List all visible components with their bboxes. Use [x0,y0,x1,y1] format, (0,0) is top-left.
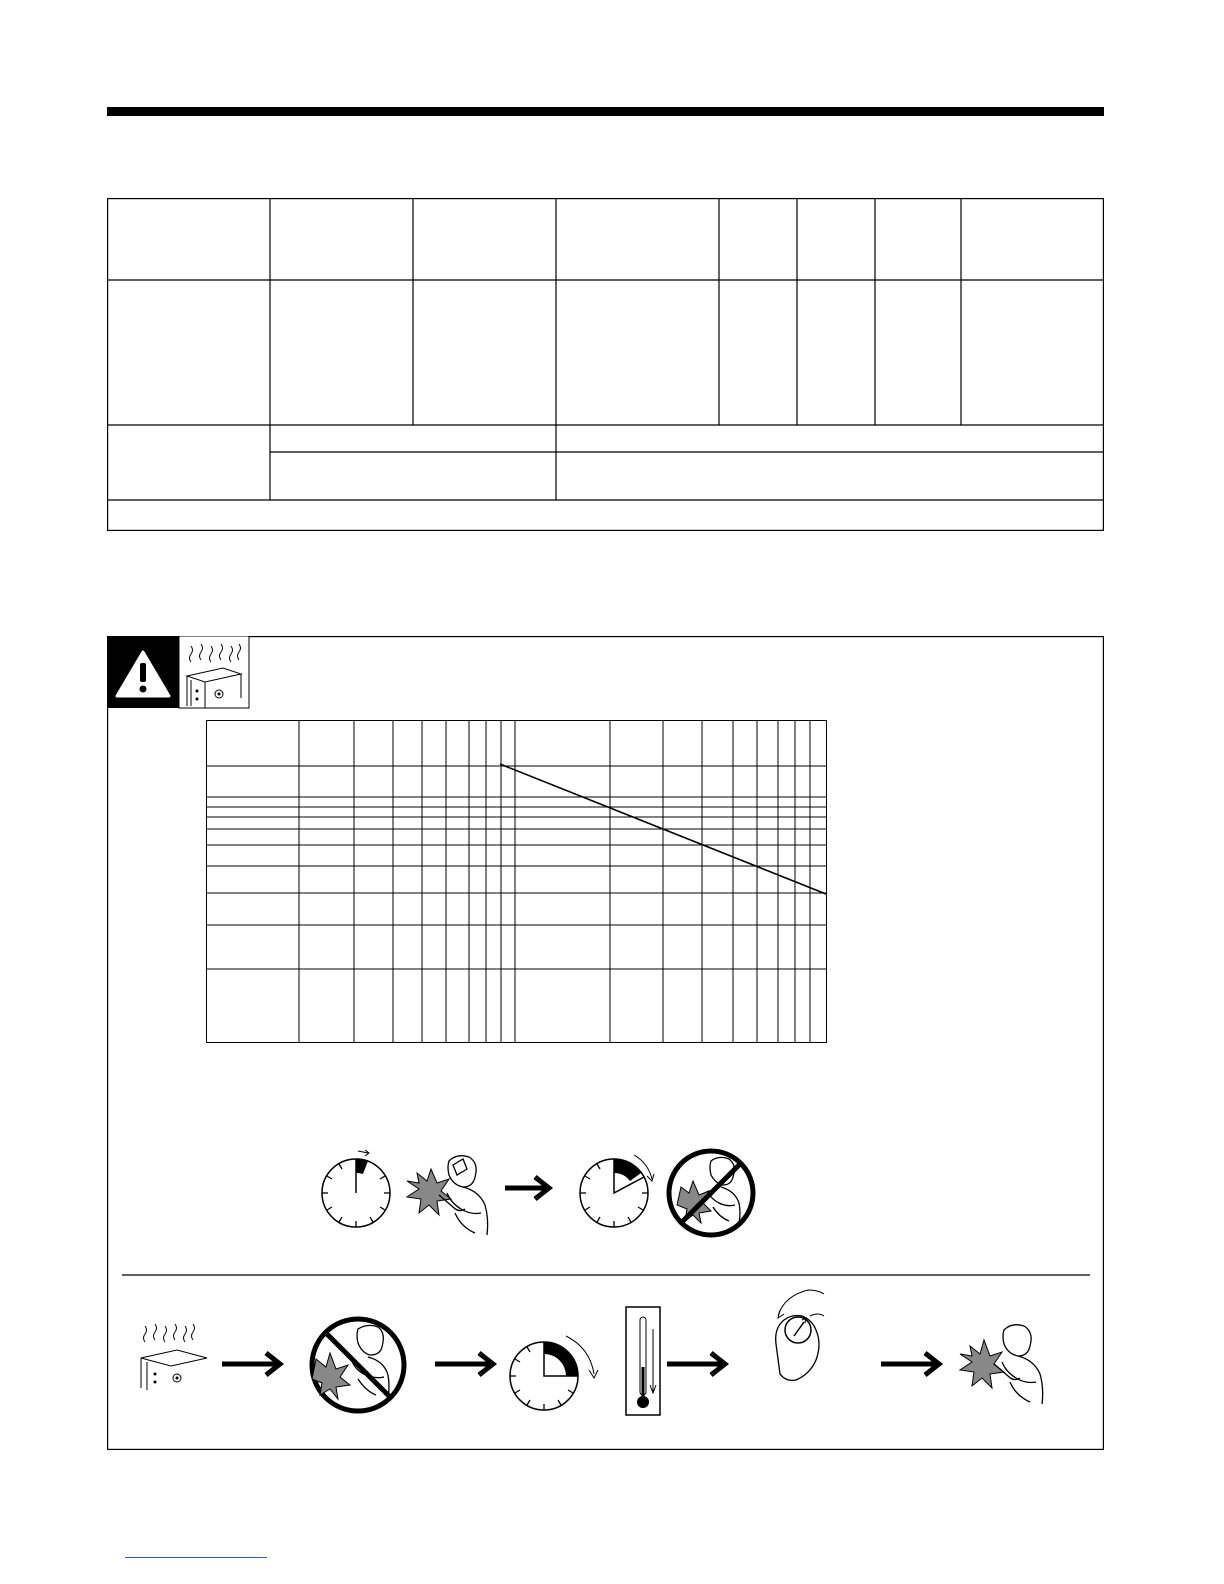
thermometer-cooling-icon [626,1307,660,1415]
welder-welding-icon [407,1156,488,1235]
timer-rest-icon [580,1155,654,1227]
welder-resume-icon [960,1325,1043,1404]
overheating-unit-icon [141,1324,207,1390]
warning-triangle-icon [107,636,179,708]
header-rule [107,107,1104,116]
arrow-right-icon [222,1353,280,1375]
arrow-right-icon [667,1353,725,1375]
arrow-right-icon [505,1177,549,1199]
knob-reduce-icon [776,1290,824,1380]
specification-table [107,198,1104,531]
timer-start-icon [322,1150,390,1227]
no-welding-icon [312,1319,404,1411]
arrow-right-icon [881,1353,939,1375]
footer-link-underline[interactable] [125,1557,267,1558]
no-welding-icon [669,1151,753,1235]
overheating-unit-icon [179,636,249,708]
duty-cycle-warning-panel [107,636,1104,1450]
overheat-sequence [141,1290,1043,1415]
arrow-right-icon [435,1353,493,1375]
timer-wait-icon [510,1336,598,1410]
duty-cycle-chart [206,720,827,1043]
duty-cycle-illustration [322,1150,753,1235]
